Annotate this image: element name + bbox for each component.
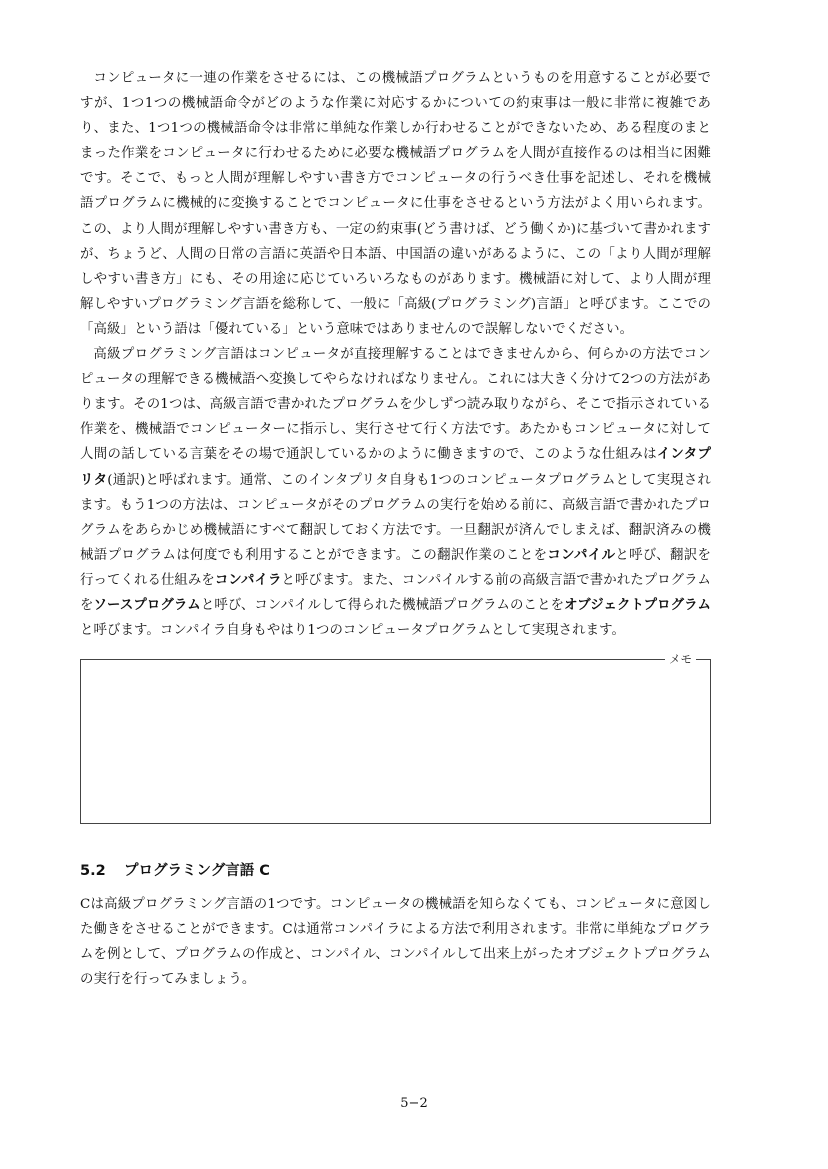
bold-term: ソースプログラム — [93, 597, 201, 613]
section-number: 5.2 — [80, 863, 106, 880]
page-body — [80, 66, 711, 993]
section-title-text: プログラミング言語 C — [124, 863, 270, 880]
page-number: 5−2 — [400, 1096, 428, 1111]
bold-term: オブジェクトプログラム — [564, 597, 711, 613]
bold-term: コンパイラ — [214, 572, 282, 588]
section-heading — [80, 860, 711, 882]
text-run: と呼びます。また、コンパイルする前の高級言語で書かれたプログラムを — [80, 572, 712, 613]
bold-term: コンパイル — [547, 547, 616, 563]
text-run: コンピュータに一連の作業をさせるには、この機械語プログラムというものを用意することが必要ですが、1つ1つの機械語命令がどのような作業に対応するかについての約束事は一般に非常に複雑であり、また、1つ1つの機械語命令は非常に単純な作業しか行わせることができないため、ある程度のまとまった作業をコンピュータに行わせるために必要な機械語プログラムを人間が直接作るのは相当に困難です。そこで、もっと人間が理解しやすい書き方でコンピュータの行うべき仕事を記述し、それを機械語プログラムに機械的に変換することでコンピュータに仕事をさせるという方法がよく用いられます。この、より人間が理解しやすい書き方も、一定の約束事(どう書けば、どう働くか)に基づいて書かれますが、ちょうど、人間の日常の言語に英語や日本語、中国語の違いがあるように、この「より人間が理解しやすい書き方」にも、その用途に応じていろいろなものがあります。機械語に対して、より人間が理解しやすいプログラミング言語を総称して、一般に「高級(プログラミング)言語」と呼びます。ここでの「高級」という語は「優れている」という意味ではありませんので誤解しないでください。 — [80, 71, 711, 337]
text-run: と呼びます。コンパイラ自身もやはり1つのコンピュータプログラムとして実現されます。 — [80, 623, 626, 639]
memo-label: メモ — [665, 651, 696, 667]
text-run: 高級プログラミング言語はコンピュータが直接理解することはできませんから、何らかの方法でコンピュータの理解できる機械語へ変換してやらなければなりません。これには大きく分けて2つの方法があります。その1つは、高級言語で書かれたプログラムを少しずつ読み取りながら、そこで指示されている作業を、機械語でコンピューターに指示し、実行させて行く方法です。あたかもコンピュータに対して人間の話している言葉をその場で通訳しているかのように働きますので、このような仕組みは — [80, 347, 711, 463]
paragraph-machine-language — [80, 66, 711, 342]
text-run: と呼び、翻訳を行ってくれる仕組みを — [80, 547, 712, 588]
text-run: (通訳)と呼ばれます。通常、このインタプリタ自身も1つのコンピュータプログラムとして実現されます。もう1つの方法は、コンピュータがそのプログラムの実行を始める前に、高級言語で書かれたプログラムをあらかじめ機械語にすべて翻訳しておく方法です。一旦翻訳が済んでしまえば、翻訳済みの機械語プログラムは何度でも利用することができます。この翻訳作業のことを — [80, 472, 711, 563]
bold-term: インタプリタ — [80, 447, 711, 488]
section-paragraph: Cは高級プログラミング言語の1つです。コンピュータの機械語を知らなくても、コンピュータに意図した働きをさせることができます。Cは通常コンパイラによる方法で利用されます。非常に単純なプログラムを例として、プログラムの作成と、コンパイル、コンパイルして出来上がったオブジェクトプログラムの実行を行ってみましょう。 — [80, 897, 711, 988]
text-run: と呼び、コンパイルして得られた機械語プログラムのことを — [200, 597, 565, 613]
memo-box[interactable] — [80, 652, 711, 824]
paragraph-high-level-language — [80, 342, 711, 643]
